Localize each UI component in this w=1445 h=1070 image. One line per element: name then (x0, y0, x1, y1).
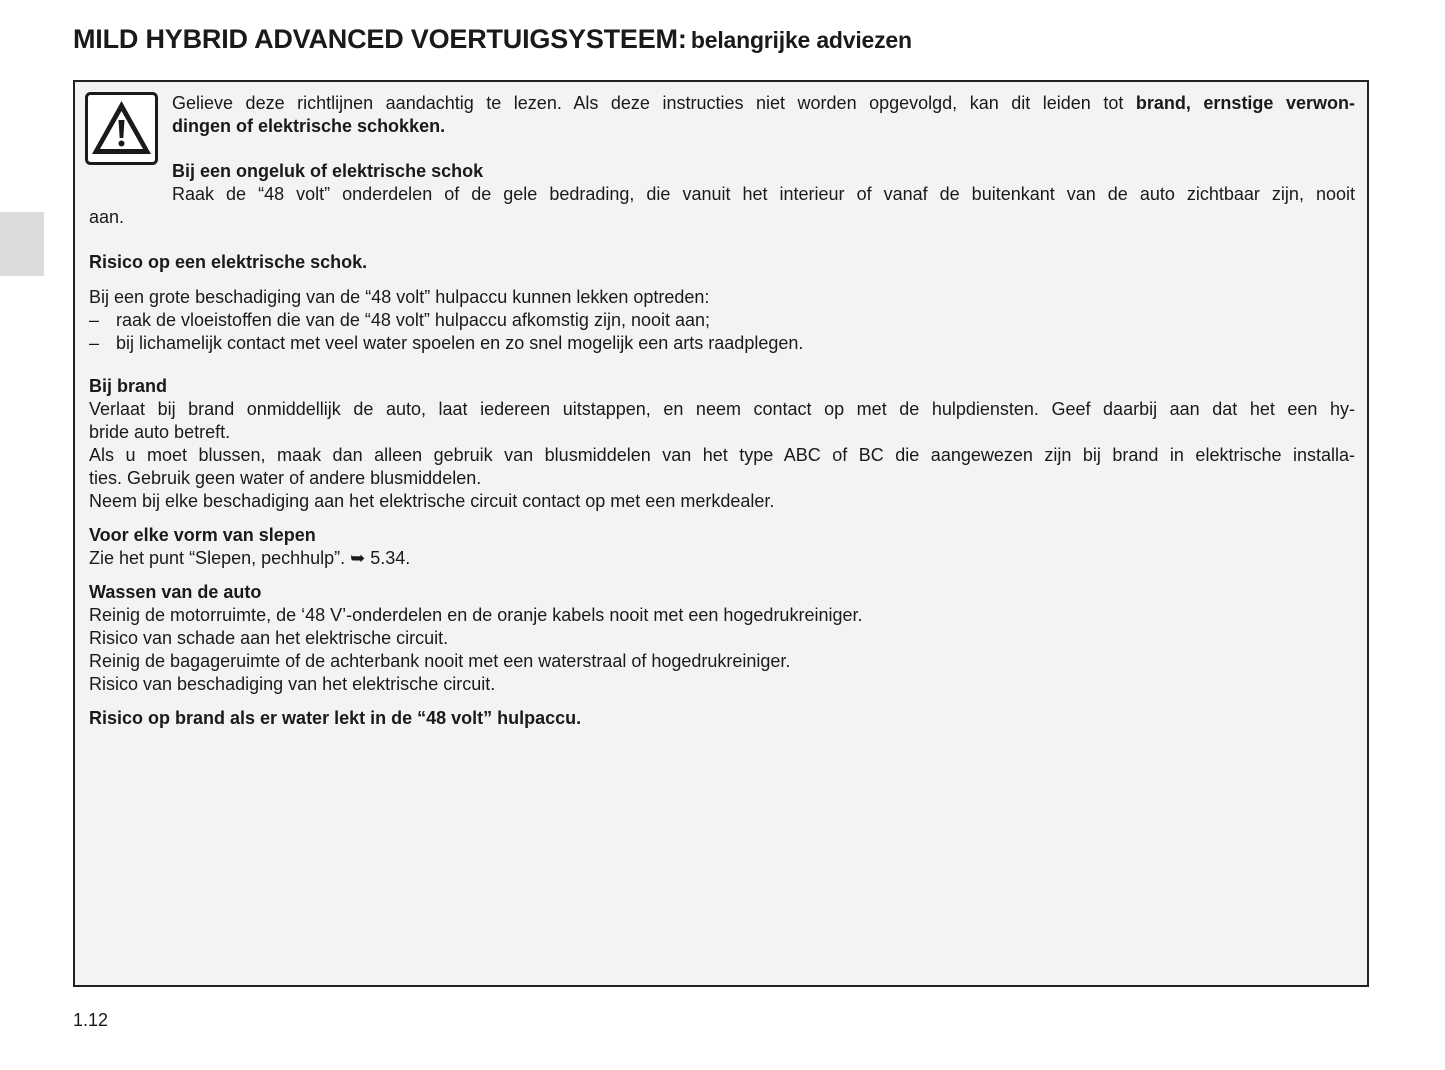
fire-line-5: Neem bij elke beschadiging aan het elektrische circuit contact op met een merkdealer. (89, 491, 775, 511)
intro-line-1 (172, 92, 1355, 115)
shock-item-1: raak de vloeistoffen die van de “48 volt” hulpaccu afkomstig zijn, nooit aan; (116, 310, 711, 330)
shock-item-2: bij lichamelijk contact met veel water spoelen en zo snel mogelijk een arts raadplegen. (116, 333, 804, 353)
page-title (73, 24, 912, 55)
accident-heading: Bij een ongeluk of elektrische schok (172, 161, 484, 181)
shock-dash-2: – (89, 333, 100, 353)
fire-line-3: Als u moet blussen, maak dan alleen gebruik van blusmiddelen van het type ABC of BC die aangewezen zijn bij brand in elektrische installa- (89, 445, 1355, 465)
fire-line-1: Verlaat bij brand onmiddellijk de auto, laat iedereen uitstappen, en neem contact op met de hulpdiensten. Geef daarbij aan dat het een hy- (89, 399, 1355, 419)
leak-warning: Risico op brand als er water lekt in de “48 volt” hulpaccu. (89, 708, 582, 728)
towing-heading: Voor elke vorm van slepen (89, 525, 316, 545)
page-title-main: MILD HYBRID ADVANCED VOERTUIGSYSTEEM: (73, 24, 687, 54)
washing-heading: Wassen van de auto (89, 582, 262, 602)
accident-line-2: aan. (89, 207, 125, 227)
intro-line-2: dingen of elektrische schokken. (172, 116, 446, 136)
washing-line-2: Risico van schade aan het elektrische circuit. (89, 628, 449, 648)
shock-heading: Risico op een elektrische schok. (89, 252, 368, 272)
intro-text: Gelieve deze richtlijnen aandachtig te lezen. Als deze instructies niet worden opgevolgd, kan dit leiden tot (172, 93, 1124, 113)
shock-intro: Bij een grote beschadiging van de “48 volt” hulpaccu kunnen lekken optreden: (89, 287, 710, 307)
towing-text: Zie het punt “Slepen, pechhulp”. ➥ 5.34. (89, 548, 411, 568)
accident-line-1: Raak de “48 volt” onderdelen of de gele bedrading, die vanuit het interieur of vanaf de buitenkant van de auto zichtbaar zijn, nooit (172, 184, 1355, 204)
page-title-sub: belangrijke adviezen (690, 27, 912, 53)
intro-text-bold: brand, ernstige verwon- (1135, 93, 1355, 113)
fire-heading: Bij brand (89, 376, 168, 396)
page-number: 1.12 (73, 1010, 109, 1030)
fire-line-4: ties. Gebruik geen water of andere blusmiddelen. (89, 468, 482, 488)
washing-line-4: Risico van beschadiging van het elektrische circuit. (89, 674, 496, 694)
washing-line-3: Reinig de bagageruimte of de achterbank nooit met een waterstraal of hogedrukreiniger. (89, 651, 791, 671)
chapter-tab (0, 212, 44, 276)
washing-line-1: Reinig de motorruimte, de ‘48 V’-onderdelen en de oranje kabels nooit met een hogedrukreiniger. (89, 605, 863, 625)
fire-line-2: bride auto betreft. (89, 422, 231, 442)
shock-dash-1: – (89, 310, 100, 330)
warning-triangle-icon (85, 92, 158, 165)
